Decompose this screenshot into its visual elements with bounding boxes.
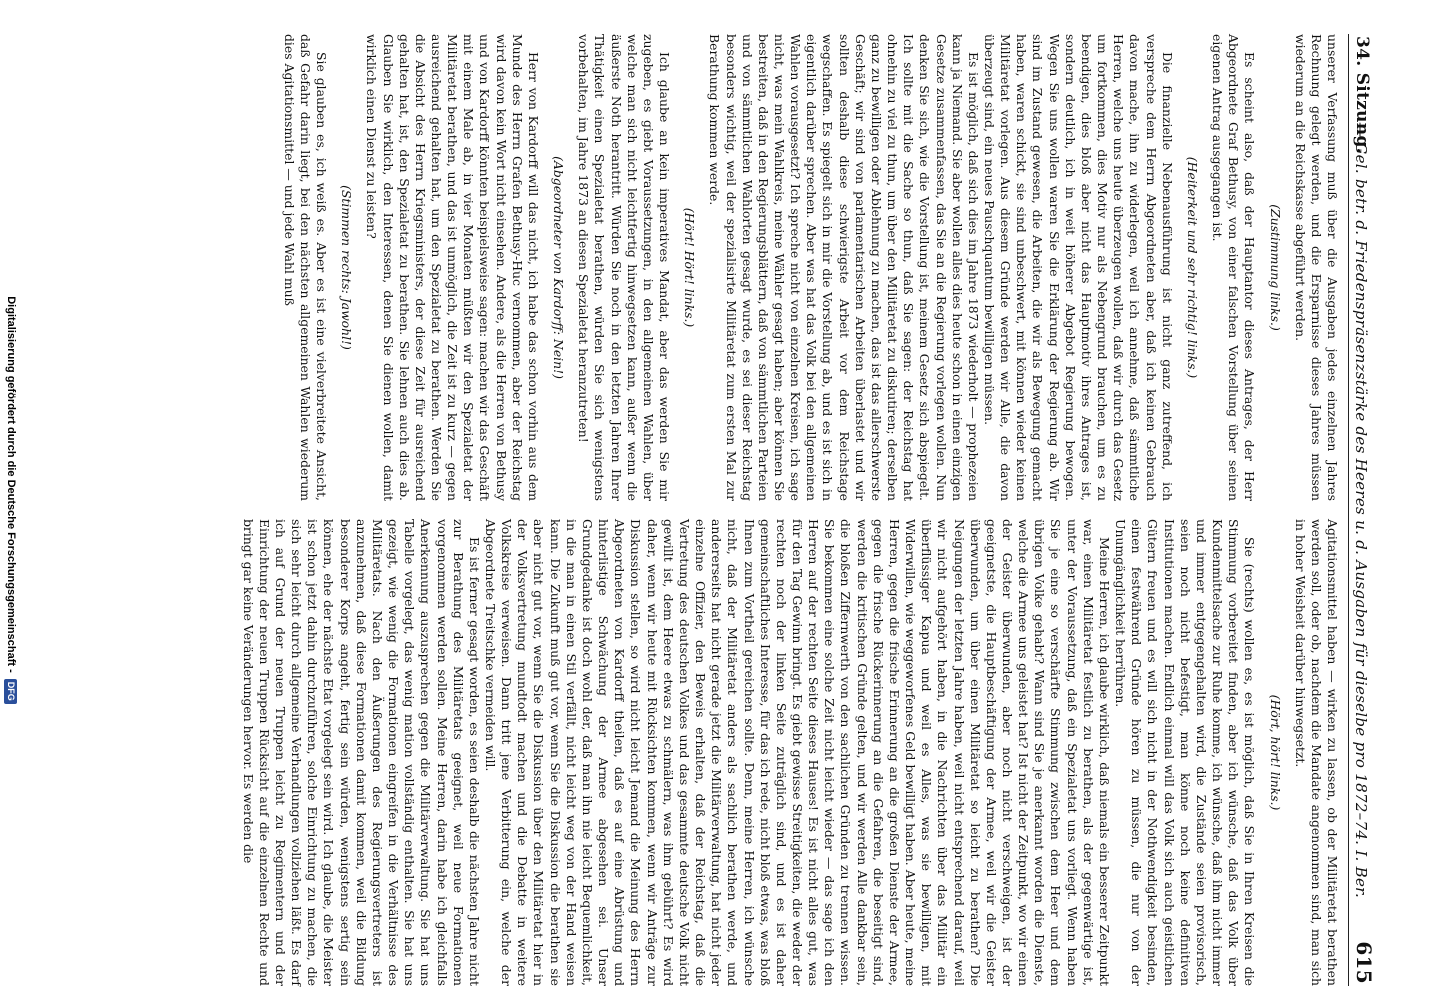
paragraph: Herr von Kardorff will das nicht, ich habe das schon vorhin aus dem Munde des Herrn Grafen Bethusy-Huc vernommen, aber der Reichstag wird davon kein Wort nicht einsehen. Andere, als die Herren von Bethusy und von Kardorff könnten beispielsweise sagen: machen wir das Geschäft mit einem Male ab, in vier Monaten müßten wir den Spezialetat der Militäretat berathen, und das ist unmöglich, die Zeit ist zu kurz — gegen ausreichend gehalten hat, um den Spezialetat zu berathen. Werden Sie die Absicht des Herrn Kriegsministers, der diese Zeit für ausreichend gehalten hat, ist, den Spezialetat zu berathen. Sie lehnen auch dies ab. Glauben Sie wirklich, den Interessen, denen Sie dienen wollen, damit wirklich einen Dienst zu leisten?	[364, 34, 541, 501]
paragraph: Ich glaube an kein imperatives Mandat, aber das werden Sie mir zugeben, es giebt Voraussetzungen, in den allgemeinen Wahlen, über welche man sich nicht leichtfertig hinwegsetzen kann, außer wenn die äußerste Noth herantritt. Würden Sie noch in den letzten Jahren Ihrer Thätigkeit einen Spezialetat berathen, würden Sie sich wenigstens vorbehalten, im Jahre 1873 an diesen Spezialetat heranzutreten!	[576, 34, 673, 501]
credit-text: Digitalisierung gefördert durch die Deutsche Forschungsgemeinschaft -	[5, 296, 17, 673]
paragraph: Agitationsmittel haben — wirken zu lassen, ob der Militäretat berathen werden soll, oder ob, nachdem die Mandate angenommen sind, man sich in hoher Weisheit darüber hinwegsetzt.	[1292, 519, 1340, 986]
text-columns	[240, 34, 1340, 986]
interjection: (Hört! Hört! links.)	[682, 207, 698, 328]
paragraph: Die finanzielle Nebenausführung ist nicht ganz zutreffend, ich verspreche dem Herrn Abgeordneten aber, daß ich keinen Gebrauch davon mache, ihn zu widerlegen, weil ich annehme, daß sämmtliche Herren, welche uns heute überzeugen wollen, daß wir durch das Gesetz um fortkommen, dies Motiv nur als Nebengrund brauchen, um es zu beendigen, dies bloß aber nicht das Hauptmotiv ihres Antrages ist, sondern deutlich, ich in weit höherer Abgebot Regierung bewogen. Wegen Sie uns wollen waren Sie die Erklärung der Regierung ab. Wir sind im Zustand gewesen, die Arbeiten, die wir als Bewegung gemacht haben, waren schickt, sie sind unbeschwert, mit können wieder keinen Militäretat vorlegen. Aus diesem Gründe werden wir Alle, die davon überzeugt sind, ein neues Pauschquantum bewilligen müssen.	[982, 34, 1175, 501]
interjection: (Zustimmung links.)	[1267, 204, 1283, 331]
text-column-right	[240, 519, 1340, 986]
paragraph: Sie (rechts) wollen es, es ist möglich, daß Sie in Ihren Kreisen die Stimmung vorbereitet finden, aber ich wünsche, daß das Volk über Kundenmittelsache zur Ruhe komme, ich wünsche, daß ihm nicht immer und immer entgegengehalten wird, die Zustände seien provisorisch, seien noch nicht befestigt, man könne noch keine definitiven Institutionen machen. Endlich einmal will das Volk sich auch geistlichen Gütern freuen und es will sich nicht in der Nothwendigkeit besinden, einen festwährend Gründe hören zu müssen, die nur von der Unumgänglichkeit herrühren.	[1113, 519, 1258, 986]
page-number: 615	[1352, 941, 1376, 984]
digitization-credit	[0, 0, 22, 1000]
text-column-left	[240, 34, 1340, 501]
paragraph: Sie glauben es, ich weiß es. Aber es ist eine vielverbreitete Ansicht, daß Gefahr darin liegt, bei den nächsten allgemeinen Wahlen wiederum dies Agitationsmittel — und jede Wahl muß	[281, 34, 330, 501]
page-title: — Gel. betr. d. Friedenspräsenzstärke des Heeres u. d. Ausgaben für dieselbe pro 1872–74. I. Ber.	[1352, 121, 1370, 899]
interjection: (Hört, hört! links.)	[1267, 694, 1283, 811]
paragraph: Es ist ferner gesagt worden, es seien deshalb die nächsten Jahre nicht zur Berathung des Militäretats geeignet, weil neue Formationen vorgenommen werden sollen. Meine Herren, darin habe ich gleichfalls Anerkennung auszusprechen gegen die Militärverwaltung. Sie hat uns Tabelle vorgelegt, das wenig mation vollständig enthalten. Sie hat uns gezeigt, wie wenig die Formationen eingreifen in die Verhältnisse des Militäretats. Nach den Äußerungen des Regierungsvertreters ist anzunehmen, daß diese Formationen damit kommen, weil die Bildung besonderer Korps angeht, fertig sein würden, wenigstens sertig sein können, ehe der nächste Etat vorgelegt sein wird. Ich glaube, die Meister ist schon jetzt dahin durchzuführen, solche Einrichtung zu machen, die sich sehr leicht durch allgemeine Verhandlungen vollziehen läßt. Es darf ich auf Grund der neuen Truppen leicht zu Regimentern und der Einrichtung der neuen Truppen Rücksicht auf die einzelnen Rechte und bringt gar keine Veränderungen hervor. Es werden die	[240, 519, 482, 986]
running-head	[1348, 34, 1382, 986]
paragraph: Es scheint also, daß der Hauptantor dieses Antrages, der Herr Abgeordnete Graf Bethusy, von einer falschen Vorstellung über seinen eigenen Antrag ausgegangen ist.	[1210, 34, 1258, 501]
paragraph: Es ist möglich, daß sich dies im Jahre 1873 wiederholt — prophezeien kann ja Niemand. Sie aber wollen alles dies heute schon in einen einzigen Gesetze zusammenfassen, das Sie an die Regierung vorlegen wollen. Nun denken Sie sich, wie die Vorstellung ist, meinem Gesetz sich abspiegelt. Ich sollte mit die Sache so thun, daß Sie sagen: der Reichstag hat ohnehin zu viel zu thun, um über den Militäretat zu diskutiren; derselben ganz zu bewilligen oder Ablehnung zu machen, das ist das allerschwerste Geschäft; wir sind von parlamentarischen Arbeiten überlastet und wir sollten deshalb diese schwierigste Arbeit vor dem Reichstage wegschaffen. Es spiegelt sich in mir die Vorstellung ab, und es ist sich in eigentlich darüber sprechen. Aber was hat das Volk bei den allgemeinen Wahlen vorausgesetzt? Ich spreche nicht von einzelnen Kreisen, ich sage nicht, was mein Wahlkreis, meine Wähler gesagt haben; aber können Sie bestreiten, daß in den Regierungsblättern, daß von sämmtlichen Parteien und von sämmtlichen Wahlorten gesagt wurde, es sei dieser Reichstag besonders wichtig, weil der spezialisirte Militäretat zum ersten Mal zur Berathung kommen werde.	[707, 34, 981, 501]
interjection: (Abgeordneter von Kardorff: Nein!)	[551, 156, 567, 379]
paragraph: unserer Verfassung muß über die Ausgaben jedes einzelnen Jahres Rechnung gelegt werden, und die Ersparnisse dieses Jahres müssen wiederum an die Reichskasse abgeführt werden.	[1292, 34, 1340, 501]
interjection: (Stimmen rechts: Jawohl!)	[339, 185, 355, 350]
session-label: 34. Sitzung.	[1352, 36, 1372, 154]
dfg-logo: DFG	[5, 679, 18, 704]
document-page	[22, 0, 1432, 1000]
interjection: (Heiterkeit und sehr richtig! links.)	[1184, 156, 1200, 379]
paragraph: Meine Herren, ich glaube wirklich, daß niemals ein besserer Zeitpunkt war, einen Militäretat festlich zu berathen, als der gegenwärtige ist, unter der Voraussetzung, daß ein Spezialetat uns vorliegt. Wenn haben Sie je eine so verschärfte Stimmung zwischen dem Heer und dem übrigen Volke gehabt? Wann sind Sie je anerkannt worden die Dienste, welche die Armee uns geleistet hat? Ist nicht der Zeitpunkt, wo wir einen der Geister überwunden, aber noch nicht verschweigen, ist der geeignetste, die Hauptbeschäftigung der Armee, weil wir die Geister überwunden, um über einen Militäretat so leicht zu berathen? Die Neigungen der letzten Jahre haben, weil nicht entsprechend darauf, weil wir nicht aufgehört haben, in die Nachrichten über das Militär ein überflüssiger Kapua und weil es Alles, was sie bewilligen, mit Widerwillen, wie weggeworfenes Geld bewilligt haben. Aber heute, meine Herren, gegen die frische Erinnerung an die großen Dienste der Armee, gegen die frische Rückerinnerung an die Gefahren, die beseitigt sind, werden die kritischen Gründe gelten, und wir werden Alle dankbar sein, die bloßen Ziffernwerth von den sachlichen Gründen zu trennen wissen. Sie bekommen eine solche Zeit nicht leicht wieder — das sage ich den Herren auf der rechten Seite dieses Hauses! Es ist nicht alles gut, was für den Tag Gewinn bringt. Es giebt gewisse Streitigkeiten, die weder der rechten noch der linken Seite zuträglich sind, und es ist daher gemeinschaftliches Interesse, für das ich rede, nicht bloß etwas, was bloß Ihnen zum Vortheil gereichen sollte. Denn, meine Herren, ich wünsche nicht, daß der Militäretat anders als sachlich berathen werde, und andererseits hat nicht gerade jetzt die Militärverwaltung, hat nicht jeder einzelne Offizier, den Beweis erhalten, daß der Reichstag, daß die Vertretung des deutschen Volkes und das gesammte deutsche Volk nicht gewillt ist, dem Heere etwas zu schmälern, was ihm gebührt? Es wird daher, wenn wir heute mit Rücksichten kommen, wenn wir Anträge zur Diskussion stellen, so wird nicht leicht Jemand die Meinung des Herrn Abgeordneten von Kardorff theilen, daß es auf eine Abrüstung und hinterlistige Schwächung der Armee abgesehen sei. Unser Grundgedanke ist doch wohl der, daß man ihn nie leicht Bequemlichkeit, in die man in einen Stil verfällt, nicht leicht weg von der Hand weisen kann. Die Zukunft muß gut vor, wenn Sie die Diskussion die berathen sie aber nicht gut vor, wenn Sie die Diskussion über den Militäretat hier in der Volksvertretung mundtodt machen und die Debatte in weitere Volkskreise verweisen. Dann tritt jene Verbitterung ein, welche der Abgeordnete Treitschke vermeiden will.	[483, 519, 1112, 986]
